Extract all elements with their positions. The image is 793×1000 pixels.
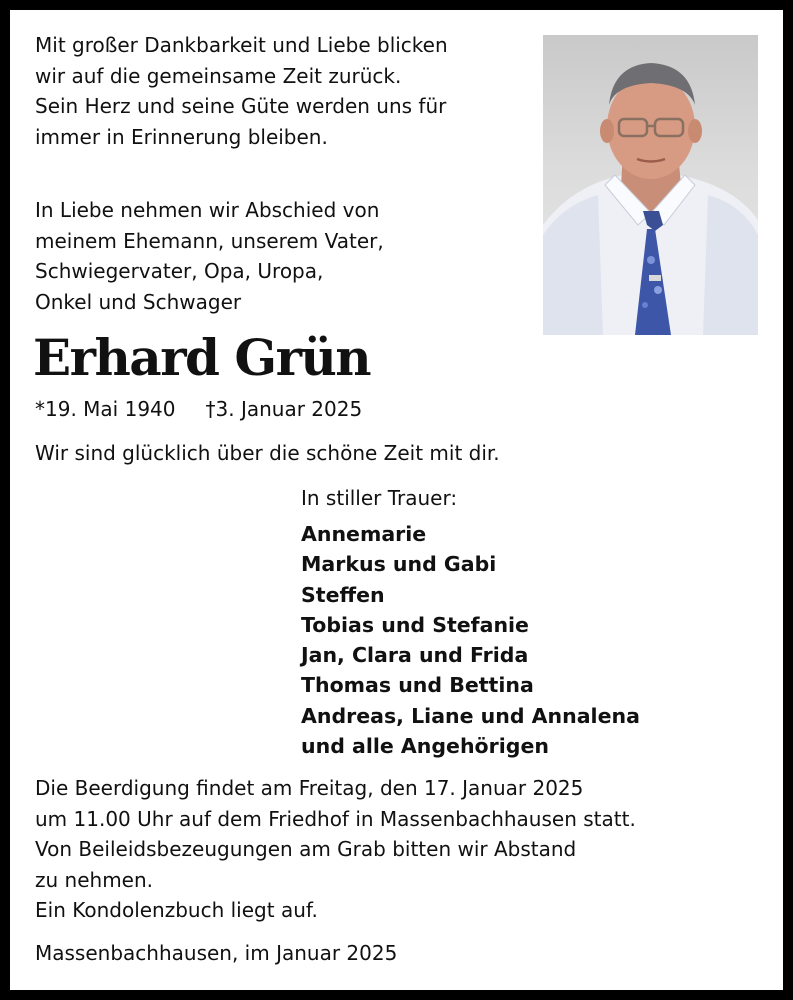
life-dates (35, 394, 362, 424)
mourner-name: Jan, Clara und Frida (301, 643, 529, 668)
obituary-card (10, 10, 783, 990)
mourner-name: und alle Angehörigen (301, 734, 549, 759)
deceased-name: Erhard Grün (33, 328, 371, 387)
birth-date: *19. Mai 1940 (35, 397, 176, 421)
mourner-name: Steffen (301, 582, 385, 607)
mourner-name: Thomas und Bettina (301, 673, 534, 698)
place-date: Massenbachhausen, im Januar 2025 (35, 941, 398, 965)
mourner-name: Tobias und Stefanie (301, 612, 529, 637)
mourner-name: Annemarie (301, 522, 427, 546)
mourner-name: Markus und Gabi (301, 552, 497, 577)
mourner-name: Andreas, Liane und Annalena (301, 703, 640, 728)
farewell-text: In Liebe nehmen wir Abschied von meinem Ehemann, unserem Vater, Schwiegervater, Opa, Uropa, Onkel und Schwager (35, 198, 384, 314)
intro-text: Mit großer Dankbarkeit und Liebe blicken wir auf die gemeinsame Zeit zurück. Sein Herz und seine Güte werden uns für immer in Erinnerung bleiben. (35, 33, 448, 149)
mourning-label: In stiller Trauer: (301, 486, 458, 510)
death-date: †3. Januar 2025 (205, 397, 363, 421)
mourners-list (301, 519, 640, 761)
portrait-illustration (543, 35, 758, 335)
quote-text: Wir sind glücklich über die schöne Zeit mit dir. (35, 441, 500, 465)
funeral-info: Die Beerdigung findet am Freitag, den 17. Januar 2025 um 11.00 Uhr auf dem Friedhof in Massenbachhausen statt. Von Beileidsbezeugungen am Grab bitten wir Abstand zu nehmen. Ein Kondolenzbuch liegt auf. (35, 776, 636, 922)
portrait-photo (543, 35, 758, 335)
